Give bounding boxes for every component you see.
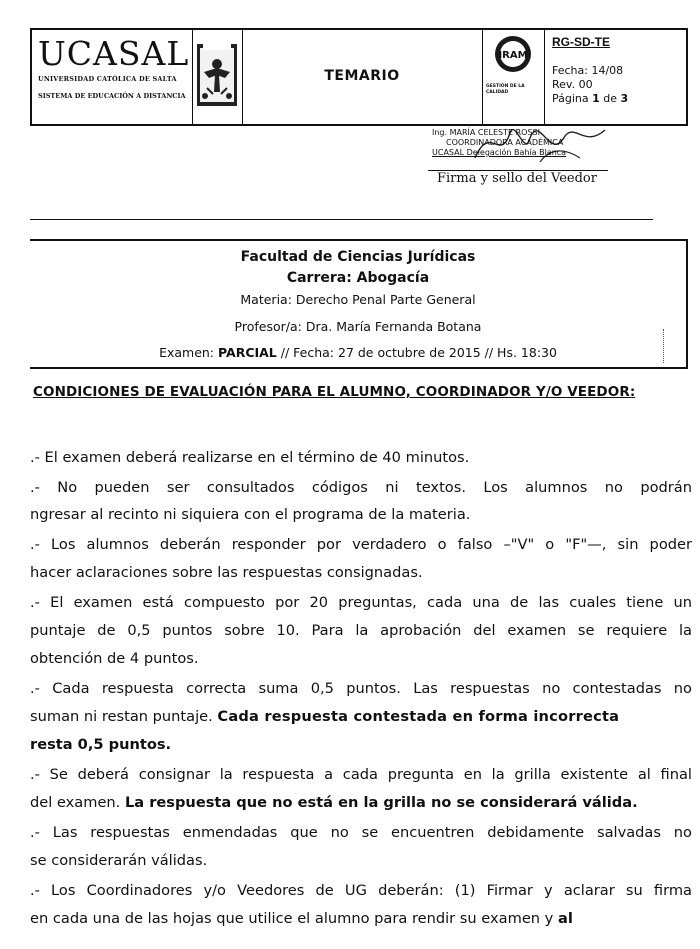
document-code: RG-SD-TE (552, 35, 610, 49)
page-separator: de (599, 92, 621, 105)
cert-caption: GESTIÓN DE LA CALIDAD (486, 84, 525, 95)
crest-cell (192, 30, 243, 124)
condition-text: del examen. (30, 794, 125, 811)
condition-bold-text: La respuesta que no está en la grilla no se considerará válida. (124, 794, 638, 811)
condition-line: .- No pueden ser consultados códigos ni textos. Los alumnos no podrán (30, 479, 692, 496)
stamp-name: Ing. MARÍA CELESTE ROSSI (432, 128, 540, 137)
condition-line: .- Las respuestas enmendadas que no se encuentren debidamente salvadas no (30, 824, 692, 841)
condition-line: se considerarán válidas. (30, 852, 208, 869)
university-name: UNIVERSIDAD CATÓLICA DE SALTA (38, 75, 177, 83)
condition-bold-text: Cada respuesta contestada en forma incorrecta (217, 708, 620, 725)
cert-logo-text: IRAM (498, 50, 528, 61)
system-name: SISTEMA DE EDUCACIÓN A DISTANCIA (38, 92, 186, 100)
iram-certification-icon (493, 34, 533, 74)
condition-line: .- Cada respuesta correcta suma 0,5 puntos. Las respuestas no contestadas no (30, 680, 692, 697)
university-crest-icon (195, 42, 239, 112)
professor-name: Profesor/a: Dra. María Fernanda Botana (234, 319, 482, 334)
page-prefix: Página (552, 92, 593, 105)
faculty-name: Facultad de Ciencias Jurídicas (240, 249, 476, 265)
page-total: 3 (620, 92, 629, 105)
condition-line: hacer aclaraciones sobre las respuestas consignadas. (30, 564, 423, 581)
condition-line: .- El examen deberá realizarse en el término de 40 minutos. (30, 449, 470, 466)
page-indicator (552, 92, 628, 105)
conditions-title: CONDICIONES DE EVALUACIÓN PARA EL ALUMNO, COORDINADOR Y/O VEEDOR: (33, 384, 636, 400)
dotted-mark (663, 329, 664, 363)
exam-prefix: Examen: (159, 345, 218, 360)
condition-text: en cada una de las hojas que utilice el alumno para rendir su examen y (30, 910, 558, 927)
ucasal-logo-cell (32, 30, 193, 124)
condition-line (30, 707, 692, 727)
exam-info-box (30, 239, 688, 369)
career-name: Carrera: Abogacía (286, 270, 430, 286)
condition-line: resta 0,5 puntos. (30, 736, 172, 753)
page-number: 1 (592, 92, 600, 105)
condition-line: .- Los alumnos deberán responder por verdadero o falso –"V" o "F"—, sin poder (30, 536, 692, 553)
document-date: Fecha: 14/08 (552, 64, 624, 77)
exam-date-time: // Fecha: 27 de octubre de 2015 // Hs. 18:30 (276, 345, 557, 360)
subject-name: Materia: Derecho Penal Parte General (240, 292, 476, 307)
ucasal-logo-text: UCASAL (38, 34, 190, 73)
condition-text: suman ni restan puntaje. (30, 708, 218, 725)
doc-meta-cell (544, 30, 686, 124)
condition-line: .- Se deberá consignar la respuesta a cada pregunta en la grilla existente al final (30, 766, 692, 783)
document-revision: Rev. 00 (552, 78, 593, 91)
document-type: TEMARIO (324, 68, 400, 84)
cert-cell (482, 30, 545, 124)
condition-line: ngresar al recinto ni siquiera con el programa de la materia. (30, 506, 471, 523)
condition-line: puntaje de 0,5 puntos sobre 10. Para la aprobación del examen se requiere la (30, 622, 692, 639)
veedor-stamp (432, 128, 612, 158)
title-cell (242, 30, 483, 124)
condition-line: obtención de 4 puntos. (30, 650, 199, 667)
signature-caption: Firma y sello del Veedor (437, 171, 597, 186)
stamp-role: COORDINADORA ACADÉMICA (446, 138, 564, 147)
document-header (30, 28, 688, 126)
condition-line (30, 909, 692, 929)
exam-type: PARCIAL (218, 345, 277, 360)
condition-line: .- Los Coordinadores y/o Veedores de UG deberán: (1) Firmar y aclarar su firma (30, 882, 692, 899)
separator-line (30, 219, 653, 220)
condition-bold-text: al (557, 910, 573, 927)
condition-line: .- El examen está compuesto por 20 preguntas, cada una de las cuales tiene un (30, 594, 692, 611)
exam-details (30, 345, 686, 360)
stamp-org: UCASAL Delegación Bahía Blanca (432, 148, 567, 157)
condition-line (30, 793, 692, 813)
